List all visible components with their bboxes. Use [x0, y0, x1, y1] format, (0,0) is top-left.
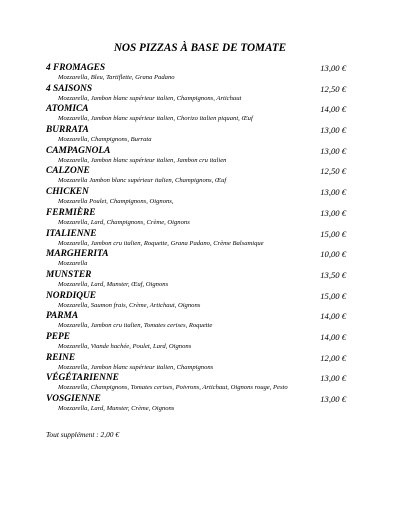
pizza-item-4-fromages	[46, 63, 346, 84]
pizza-price: 14,00 €	[320, 331, 346, 342]
page-title: NOS PIZZAS À BASE DE TOMATE	[113, 42, 287, 54]
pizza-item-pepe	[46, 332, 346, 353]
pizza-item-fermiere	[46, 208, 346, 229]
pizza-price: 13,00 €	[320, 187, 346, 198]
pizza-price: 15,00 €	[320, 228, 346, 239]
pizza-name: CAMPAGNOLA	[46, 145, 111, 156]
pizza-name: 4 SAISONS	[46, 83, 93, 94]
pizza-name: CALZONE	[46, 166, 90, 177]
pizza-ingredients: Mozzarella, Bleu, Tartiflette, Grana Padano	[58, 74, 175, 81]
pizza-item-vegetarienne	[46, 373, 346, 394]
pizza-price: 12,00 €	[320, 352, 346, 363]
pizza-name: ATOMICA	[46, 104, 89, 115]
pizza-ingredients: Mozzarella, Jambon blanc supérieur italien, Jambon cru italien	[58, 156, 227, 164]
pizza-price: 13,00 €	[320, 145, 346, 156]
pizza-price: 13,00 €	[320, 207, 346, 218]
pizza-item-burrata	[46, 125, 346, 146]
pizza-ingredients: Mozzarella, Lard, Munster, Crème, Oignons	[58, 405, 175, 412]
pizza-price: 13,00 €	[320, 125, 346, 136]
pizza-price: 14,00 €	[320, 311, 346, 322]
pizza-name: 4 FROMAGES	[46, 63, 106, 73]
pizza-item-parma	[46, 311, 346, 332]
pizza-item-chicken	[46, 187, 346, 208]
pizza-price: 12,50 €	[320, 83, 346, 94]
pizza-name: MARGHERITA	[46, 249, 109, 260]
pizza-name: ITALIENNE	[46, 228, 97, 239]
supplement-note: Tout supplément : 2,00 €	[46, 430, 120, 439]
pizza-item-italienne	[46, 229, 346, 250]
pizza-item-campagnola	[46, 146, 346, 167]
pizza-ingredients: Mozzarella Poulet, Champignons, Oignons,	[58, 198, 174, 206]
pizza-name: VÉGÉTARIENNE	[46, 373, 119, 384]
pizza-item-reine	[46, 353, 346, 374]
pizza-name: MUNSTER	[46, 269, 92, 280]
pizza-ingredients: Mozzarella, Lard, Munster, Œuf, Oignons	[58, 280, 169, 288]
pizza-item-atomica	[46, 104, 346, 125]
pizza-list	[46, 63, 346, 415]
pizza-name: PEPE	[46, 331, 70, 342]
pizza-price: 12,50 €	[320, 166, 346, 177]
pizza-name: NORDIQUE	[46, 290, 97, 301]
pizza-name: CHICKEN	[46, 187, 89, 198]
pizza-price: 14,00 €	[320, 104, 346, 115]
pizza-ingredients: Mozzarella, Viande hachée, Poulet, Lard, Oignons	[58, 342, 192, 350]
pizza-ingredients: Mozzarella, Jambon cru italien, Roquette, Grana Padano, Crème Balsamique	[58, 239, 264, 247]
pizza-price: 13,00 €	[320, 394, 346, 404]
pizza-name: PARMA	[46, 311, 79, 322]
pizza-item-nordique	[46, 291, 346, 312]
pizza-ingredients: Mozzarella, Saumon frais, Crème, Artichaut, Oignons	[58, 301, 201, 309]
pizza-item-munster	[46, 270, 346, 291]
pizza-ingredients: Mozzarella, Champignons, Burrata	[58, 136, 152, 144]
pizza-name: REINE	[46, 352, 76, 363]
pizza-price: 13,50 €	[320, 269, 346, 280]
pizza-price: 13,00 €	[320, 373, 346, 384]
pizza-ingredients: Mozzarella	[58, 260, 88, 268]
pizza-item-margherita	[46, 249, 346, 270]
pizza-ingredients: Mozzarella, Jambon blanc supérieur italien, Chorizo italien piquant, Œuf	[58, 115, 253, 123]
pizza-name: BURRATA	[46, 125, 89, 136]
pizza-ingredients: Mozzarella, Jambon blanc supérieur italien, Champignons	[58, 363, 214, 371]
pizza-item-4-saisons	[46, 84, 346, 105]
pizza-ingredients: Mozzarella, Jambon cru italien, Tomates cerises, Roquette	[58, 322, 213, 330]
pizza-name: VOSGIENNE	[46, 394, 101, 404]
pizza-ingredients: Mozzarella, Lard, Champignons, Crème, Oignons	[58, 218, 190, 226]
pizza-name: FERMIÈRE	[46, 207, 96, 218]
pizza-ingredients: Mozzarella, Champignons, Tomates cerises, Poivrons, Artichaut, Oignons rouge, Pesto	[58, 384, 288, 392]
pizza-price: 15,00 €	[320, 290, 346, 301]
pizza-ingredients: Mozzarella Jambon blanc supérieur italien, Champignons, Œuf	[58, 177, 227, 185]
pizza-price: 10,00 €	[320, 249, 346, 260]
pizza-ingredients: Mozzarella, Jambon blanc supérieur italien, Champignons, Artichaut	[58, 94, 242, 102]
pizza-item-calzone	[46, 166, 346, 187]
pizza-price: 13,00 €	[320, 63, 346, 73]
pizza-item-vosgienne	[46, 394, 346, 415]
